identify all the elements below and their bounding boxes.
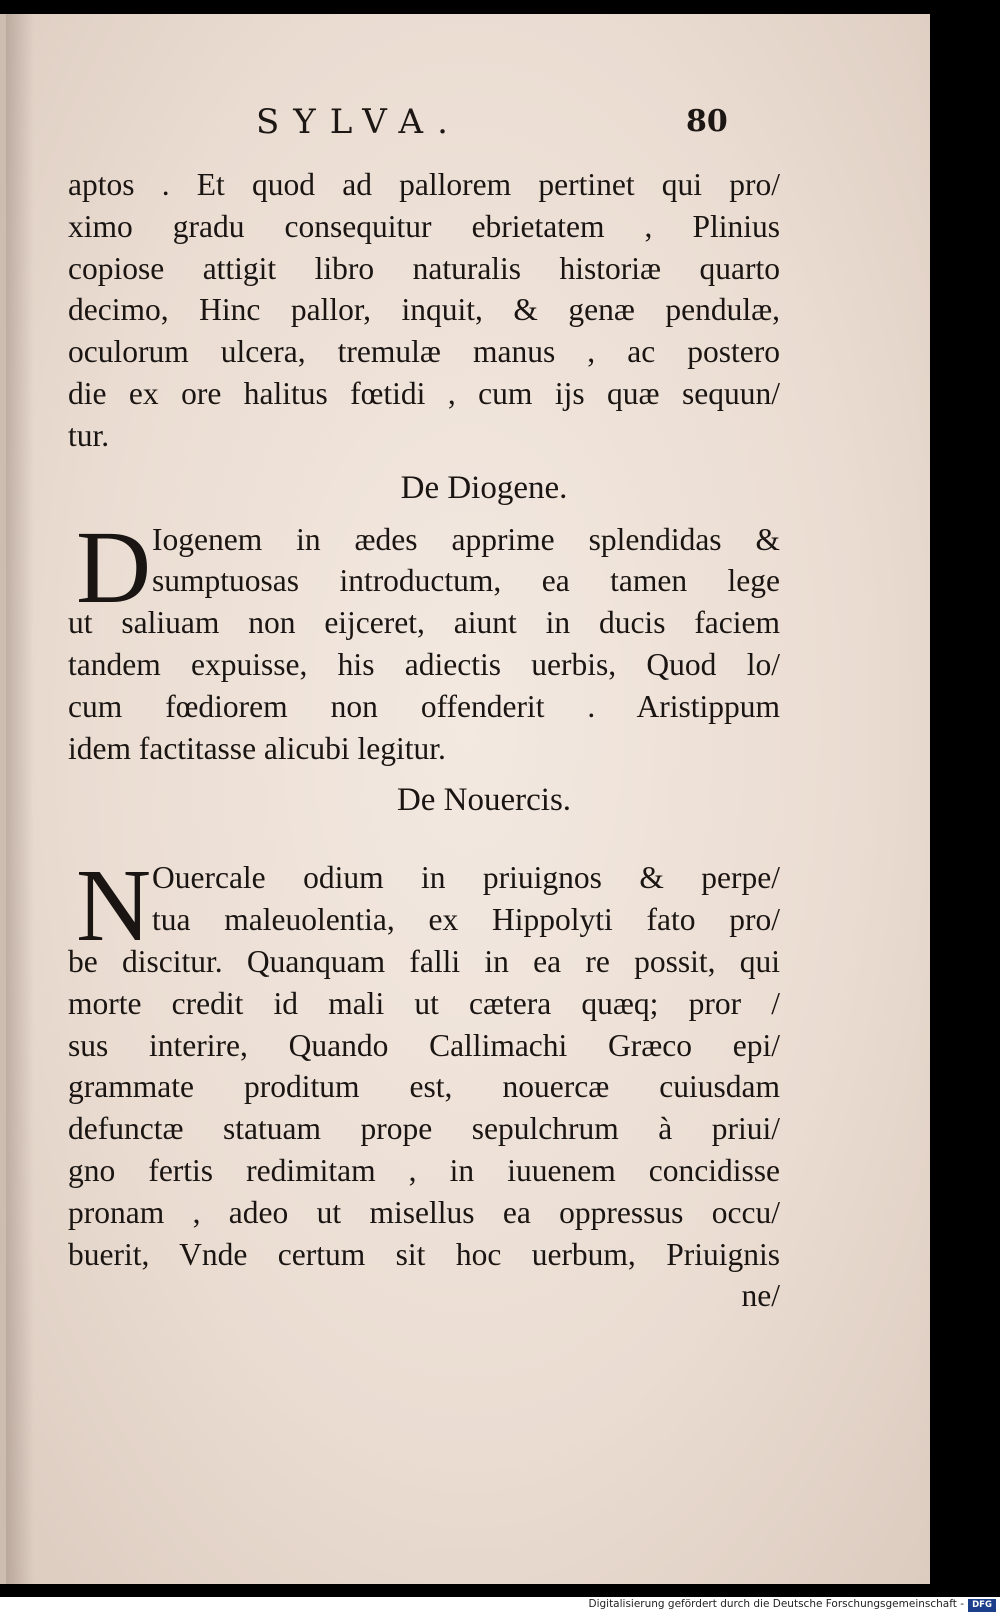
text-line: idem factitasse alicubi legitur. [68,730,446,766]
text-line: tur. [68,417,110,453]
text-line: defunctæ statuam prope sepulchrum à priui/ [68,1111,780,1147]
page-header [6,102,936,152]
text-line: pronam , adeo ut misellus ea oppressus occu/ [68,1194,780,1230]
running-title: SYLVA. [256,102,462,142]
page-gutter-shadow [6,14,34,1584]
text-line: grammate proditum est, nouercæ cuiusdam [68,1069,780,1105]
drop-capital: D [76,509,152,625]
page-body [68,164,780,1317]
text-line: gno fertis redimitam , in iuuenem concidisse [68,1152,780,1188]
text-line: sus interire, Quando Callimachi Græco epi/ [68,1027,780,1063]
text-line: Iogenem in ædes apprime splendidas & [152,521,780,557]
dfg-logo-icon: DFG [968,1599,996,1612]
drop-capital: N [76,848,152,964]
section-heading-diogenes: De Diogene. [400,469,568,506]
text-line: buerit, Vnde certum sit hoc uerbum, Priuignis [68,1236,780,1272]
text-line: sumptuosas introductum, ea tamen lege [152,563,780,599]
text-line: aptos . Et quod ad pallorem pertinet qui pro/ [68,167,780,202]
section-gap [68,831,780,857]
text-line: be discitur. Quanquam falli in ea re possit, qui [68,943,780,979]
text-line: ut saliuam non eijceret, aiunt in ducis faciem [68,605,780,641]
paragraph-pliny [68,164,780,457]
book-page [0,14,930,1584]
text-line: morte credit id mali ut cætera quæq; pror / [68,985,780,1021]
text-line: oculorum ulcera, tremulæ manus , ac postero [68,334,780,370]
text-line: tua maleuolentia, ex Hippolyti fato pro/ [152,902,780,938]
text-line: decimo, Hinc pallor, inquit, & genæ pendulæ, [68,292,780,328]
section-diogenes [68,509,780,770]
text-line: tandem expuisse, his adiectis uerbis, Quod lo/ [68,646,780,682]
text-line: die ex ore halitus fœtidi , cum ijs quæ sequun/ [68,375,780,411]
text-line: cum fœdiorem non offenderit . Aristippum [68,688,780,724]
page-number: 80 [686,104,728,139]
digitization-footer [0,1597,1000,1615]
text-line: ximo gradu consequitur ebrietatem , Plinius [68,208,780,244]
text-line: copiose attigit libro naturalis historiæ quarto [68,250,780,286]
catchword: ne/ [741,1278,780,1314]
section-heading-nouercis: De Nouercis. [396,782,572,819]
section-nouercis [68,848,780,1317]
text-line: Ouercale odium in priuignos & perpe/ [152,860,780,896]
funding-notice: Digitalisierung gefördert durch die Deutsche Forschungsgemeinschaft - [588,1598,964,1610]
